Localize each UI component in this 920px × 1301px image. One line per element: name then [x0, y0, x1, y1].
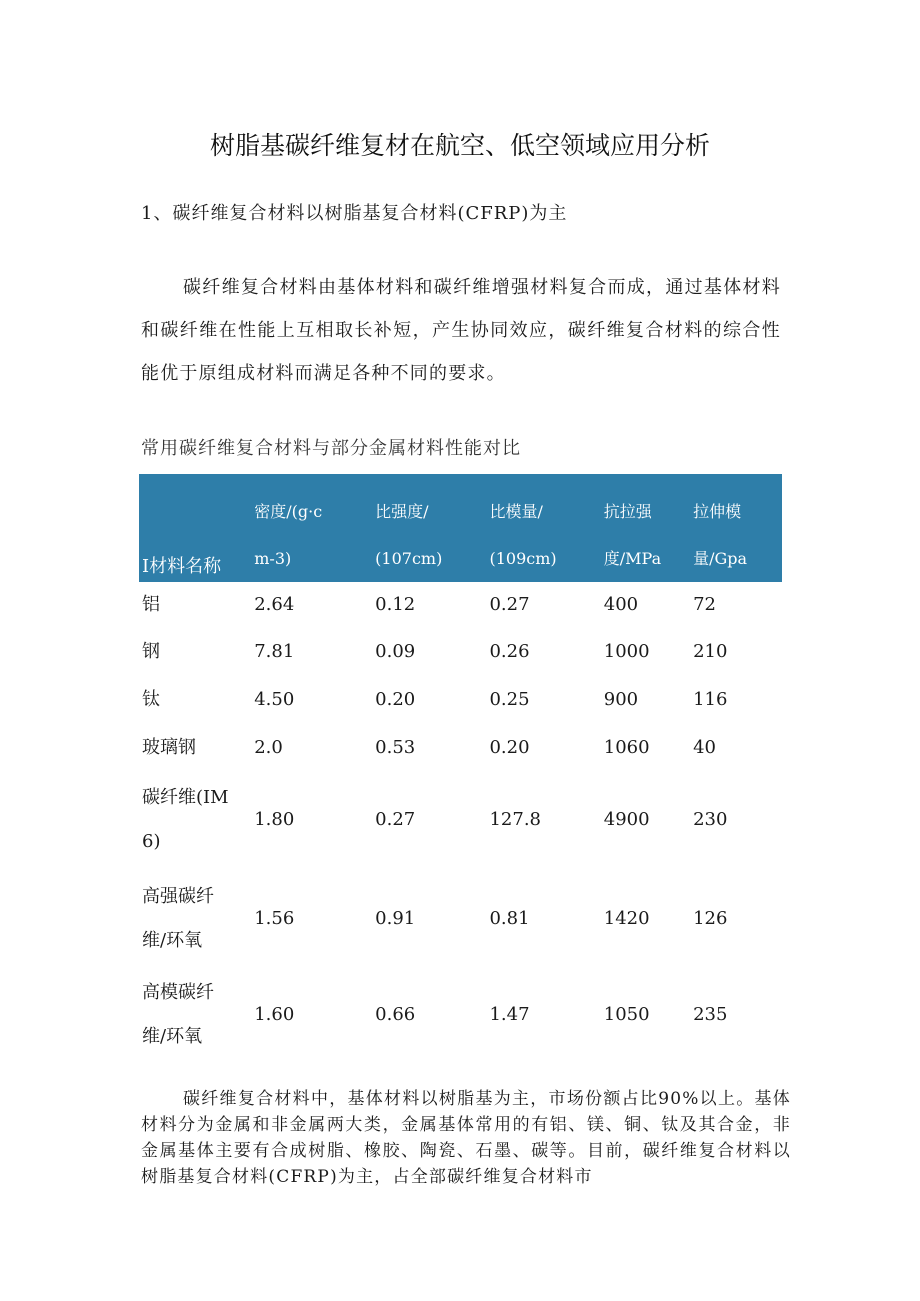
- cell-tensile-strength: 900: [603, 689, 639, 710]
- table-caption: 常用碳纤维复合材料与部分金属材料性能对比: [141, 438, 521, 459]
- cell-material: 钛: [142, 689, 160, 710]
- cell-density: 1.80: [254, 809, 295, 830]
- cell-tensile-modulus: 230: [693, 809, 728, 830]
- cell-specific-modulus: 1.47: [489, 1004, 530, 1025]
- cell-density: 2.0: [254, 737, 283, 758]
- cell-density: 7.81: [254, 641, 295, 662]
- cell-material: 高模碳纤 维/环氧: [142, 982, 214, 1047]
- table-row: [139, 676, 782, 724]
- cell-tensile-strength: 400: [603, 594, 639, 615]
- cell-tensile-strength: 4900: [603, 809, 650, 830]
- cell-specific-modulus: 0.20: [489, 737, 530, 758]
- header-tensile-strength: 抗拉强 度/MPa: [603, 502, 662, 568]
- cell-tensile-strength: 1060: [603, 737, 650, 758]
- table-row: [139, 772, 782, 868]
- cell-tensile-modulus: 116: [693, 689, 728, 710]
- cell-specific-strength: 0.20: [375, 689, 416, 710]
- cell-tensile-modulus: 235: [693, 1004, 728, 1025]
- cell-tensile-strength: 1000: [603, 641, 650, 662]
- cell-specific-strength: 0.09: [375, 641, 416, 662]
- cell-density: 1.56: [254, 907, 295, 929]
- section-heading: 1、碳纤维复合材料以树脂基复合材料(CFRP)为主: [141, 203, 568, 224]
- properties-table: [139, 474, 782, 1061]
- cell-specific-strength: 0.12: [375, 594, 416, 615]
- cell-specific-strength: 0.91: [375, 907, 416, 929]
- cell-material: 碳纤维(IM 6): [142, 787, 229, 852]
- table-header-row: [139, 474, 782, 582]
- cell-tensile-modulus: 40: [693, 737, 716, 758]
- header-tensile-modulus: 拉伸模 量/Gpa: [693, 502, 748, 568]
- cell-specific-strength: 0.66: [375, 1004, 416, 1025]
- cell-specific-modulus: 127.8: [489, 809, 541, 830]
- cell-tensile-strength: 1420: [603, 907, 650, 929]
- cell-specific-strength: 0.53: [375, 737, 416, 758]
- cell-tensile-modulus: 72: [693, 594, 716, 615]
- cell-material: 铝: [142, 594, 160, 615]
- header-material-name: I材料名称: [142, 556, 222, 577]
- table-row: [139, 868, 782, 969]
- cell-specific-modulus: 0.25: [489, 689, 530, 710]
- intro-paragraph: 碳纤维复合材料由基体材料和碳纤维增强材料复合而成，通过基体材料和碳纤维在性能上互相取长补短，产生协同效应，碳纤维复合材料的综合性能优于原组成材料而满足各种不同的要求。: [141, 277, 781, 384]
- table-row: [139, 582, 782, 628]
- table-row: [139, 969, 782, 1061]
- cell-material: 玻璃钢: [142, 737, 196, 758]
- header-specific-modulus: 比模量/ (109cm): [489, 502, 557, 568]
- table-row: [139, 724, 782, 772]
- cell-density: 1.60: [254, 1004, 295, 1025]
- cell-specific-modulus: 0.81: [489, 907, 530, 929]
- header-specific-strength: 比强度/ (107cm): [375, 502, 443, 568]
- cell-tensile-strength: 1050: [603, 1004, 650, 1025]
- cell-material: 钢: [142, 641, 160, 662]
- cell-density: 4.50: [254, 689, 295, 710]
- header-density: 密度/(g·c m-3): [254, 502, 323, 568]
- cell-tensile-modulus: 210: [693, 641, 728, 662]
- document-title: 树脂基碳纤维复材在航空、低空领域应用分析: [209, 131, 710, 160]
- cell-specific-modulus: 0.26: [489, 641, 530, 662]
- table-row: [139, 628, 782, 676]
- cell-material: 高强碳纤 维/环氧: [142, 885, 214, 951]
- cell-specific-strength: 0.27: [375, 809, 416, 830]
- body-paragraph: 碳纤维复合材料中，基体材料以树脂基为主，市场份额占比90%以上。基体材料分为金属和非金属两大类，金属基体常用的有铝、镁、铜、钛及其合金，非金属基体主要有合成树脂、橡胶、陶瓷、石墨、碳等。目前，碳纤维复合材料以树脂基复合材料(CFRP)为主，占全部碳纤维复合材料市: [141, 1089, 791, 1187]
- cell-tensile-modulus: 126: [693, 907, 728, 929]
- cell-density: 2.64: [254, 594, 295, 615]
- cell-specific-modulus: 0.27: [489, 594, 530, 615]
